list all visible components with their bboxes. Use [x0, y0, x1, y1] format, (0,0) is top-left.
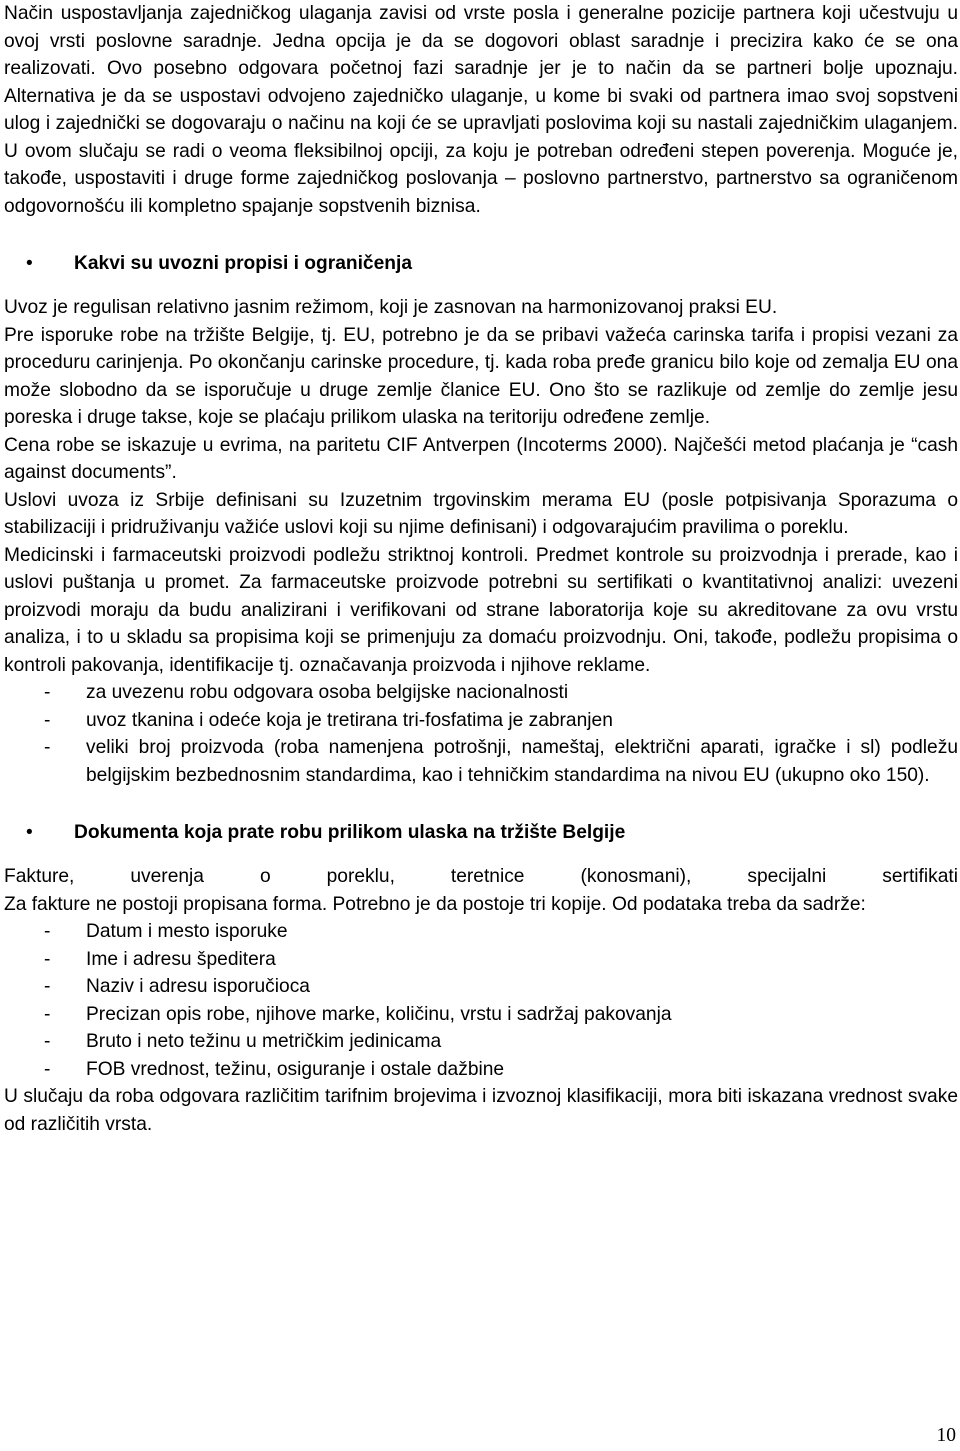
paragraph: Medicinski i farmaceutski proizvodi podležu striktnoj kontroli. Predmet kontrole su proizvodnja i prerade, kao i uslovi puštanja u promet. Za farmaceutske proizvode potrebni su sertifikati o kvantitativnoj analizi: uvezeni proizvodi moraju da budu analizirani i verifikovani od strane laboratorija koje su akreditovane za ovu vrstu analiza, i to u skladu sa propisima koji se primenjuju za domaću proizvodnju. Oni, takođe, podležu propisima o kontroli pakovanja, identifikacije tj. označavanja proizvoda i njihove reklame. — [4, 544, 958, 676]
list-item — [4, 946, 958, 974]
section-heading-text: Dokumenta koja prate robu prilikom ulaska na tržište Belgije — [74, 822, 626, 844]
list-item — [4, 1001, 958, 1029]
dash-marker: - — [44, 921, 51, 942]
dash-marker: - — [44, 1058, 51, 1080]
list-item-text: Datum i mesto isporuke — [86, 921, 288, 942]
bullet-glyph: • — [26, 822, 33, 844]
paragraph: Uvoz je regulisan relativno jasnim režimom, koji je zasnovan na harmonizovanoj praksi EU. — [4, 297, 778, 318]
list-item-text: Ime i adresu špeditera — [86, 948, 276, 970]
section-heading-text: Kakvi su uvozni propisi i ograničenja — [74, 253, 412, 275]
list-item-text: Precizan opis robe, njihove marke, količinu, vrstu i sadržaj pakovanja — [86, 1003, 672, 1025]
section-heading-import — [4, 250, 958, 278]
dash-marker: - — [44, 682, 51, 703]
list-item-text: veliki broj proizvoda (roba namenjena potrošnji, nameštaj, električni aparati, igračke i sl) podležu belgijskim bezbednosnim standardima, kao i tehničkim standardima na nivou EU (ukupno oko 150). — [86, 737, 958, 786]
list-item — [4, 734, 958, 789]
bullet-glyph: • — [26, 253, 33, 275]
paragraph: Uslovi uvoza iz Srbije definisani su Izuzetnim trgovinskim merama EU (posle potpisivanja Sporazuma o stabilizaciji i pridruživanju važiće uslovi koji su njime definisani) i odgovarajućim pravilima o poreklu. — [4, 489, 958, 538]
list-item-text: Bruto i neto težinu u metričkim jedinicama — [86, 1031, 442, 1052]
list-item-text: uvoz tkanina i odeće koja je tretirana tri-fosfatima je zabranjen — [86, 709, 613, 731]
list-item-text: FOB vrednost, težinu, osiguranje i ostale dažbine — [86, 1058, 505, 1080]
paragraph: Cena robe se iskazuje u evrima, na paritetu CIF Antverpen (Incoterms 2000). Najčešći metod plaćanja je “cash against documents”. — [4, 434, 958, 483]
list-item — [4, 1028, 958, 1056]
paragraph: Za fakture ne postoji propisana forma. Potrebno je da postoje tri kopije. Od podataka treba da sadrže: — [4, 893, 866, 915]
list-item-text: Naziv i adresu isporučioca — [86, 976, 310, 997]
paragraph: Pre isporuke robe na tržište Belgije, tj. EU, potrebno je da se pribavi važeća carinska tarifa i propisi vezani za proceduru carinjenja. Po okončanju carinske procedure, tj. kada roba pređe granicu bilo koje od zemalja EU ona može slobodno da se isporučuje u druge zemlje članice EU. Ono što se razlikuje od zemlje do zemlje jesu poreska i druge takse, koje se plaćaju prilikom ulaska na teritoriju određene zemlje. — [4, 324, 958, 428]
paragraph: Fakture, uverenja o poreklu, teretnice (konosmani), specijalni sertifikati — [4, 866, 958, 887]
closing-paragraph: U slučaju da roba odgovara različitim tarifnim brojevima i izvoznoj klasifikaciji, mora biti iskazana vrednost svake od različitih vrsta. — [4, 1086, 958, 1135]
document-page — [4, 0, 958, 1138]
dash-marker: - — [44, 976, 51, 997]
dash-marker: - — [44, 1003, 51, 1025]
section-heading-documents — [4, 819, 958, 847]
dash-marker: - — [44, 1031, 51, 1052]
invoice-contents-list — [4, 918, 958, 1083]
list-item — [4, 1056, 958, 1084]
list-item — [4, 973, 958, 1001]
import-rules-list — [4, 679, 958, 789]
list-item — [4, 679, 958, 707]
dash-marker: - — [44, 709, 51, 731]
page-number: 10 — [936, 1425, 956, 1446]
list-item — [4, 707, 958, 735]
dash-marker: - — [44, 737, 51, 758]
list-item — [4, 918, 958, 946]
intro-paragraph: Način uspostavljanja zajedničkog ulaganja zavisi od vrste posla i generalne pozicije partnera koji učestvuju u ovoj vrsti poslovne saradnje. Jedna opcija je da se dogovori oblast saradnje i precizira kako će se ona realizovati. Ovo posebno odgovara početnoj fazi saradnje jer je to način da se partneri bolje upoznaju. Alternativa je da se uspostavi odvojeno zajedničko ulaganje, u kome bi svaki od partnera imao svoj sopstveni ulog i zajednički se dogovaraju o načinu na koji će se upravljati poslovima koji su nastali zajedničkim ulaganjem. U ovom slučaju se radi o veoma fleksibilnoj opciji, za koju je potreban određeni stepen poverenja. Moguće je, takođe, uspostaviti i druge forme zajedničkog poslovanja – poslovno partnerstvo, partnerstvo sa ograničenom odgovornošću ili kompletno spajanje sopstvenih biznisa. — [4, 3, 958, 217]
list-item-text: za uvezenu robu odgovara osoba belgijske nacionalnosti — [86, 682, 569, 703]
dash-marker: - — [44, 948, 51, 970]
